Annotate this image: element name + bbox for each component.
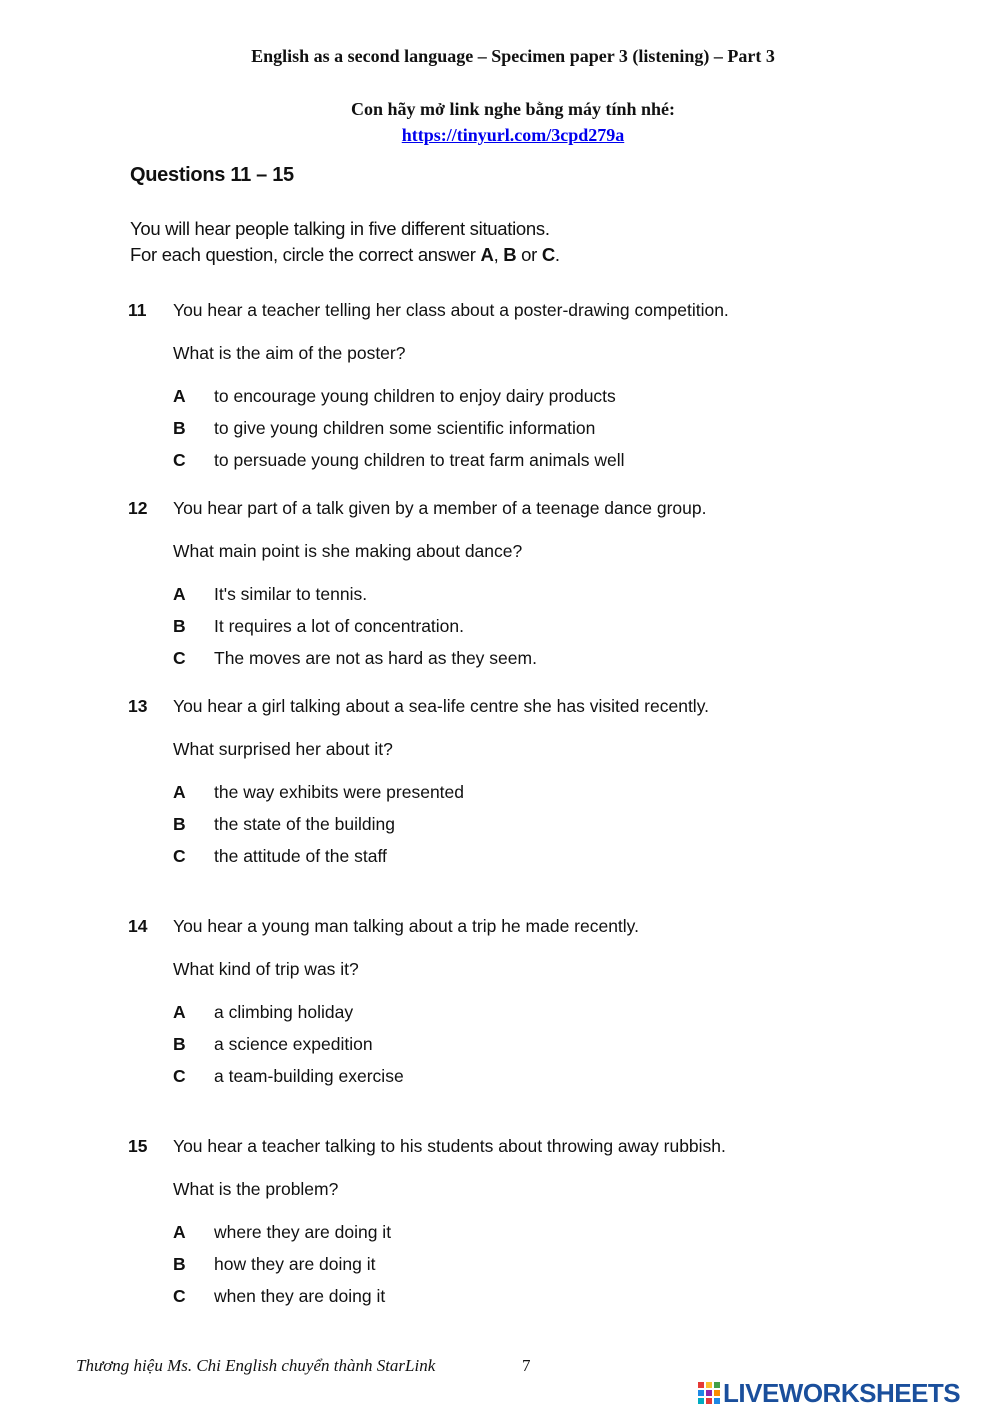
option-letter: C [173,1066,186,1086]
question-number: 14 [128,916,148,936]
option-text: It's similar to tennis. [214,584,368,604]
option-letter: B [173,418,186,438]
question-prompt: What main point is she making about dance? [173,541,523,561]
question-stem: You hear a teacher telling her class about a poster-drawing competition. [173,300,729,320]
option-text: a science expedition [214,1034,373,1054]
option-text: where they are doing it [214,1222,392,1242]
intro-line-1: You will hear people talking in five different situations. [130,218,550,239]
option-text: It requires a lot of concentration. [214,616,464,636]
footer-brand-note: Thương hiệu Ms. Chi English chuyển thành StarLink [76,1356,436,1375]
question-stem: You hear a girl talking about a sea-life centre she has visited recently. [173,696,710,716]
question-prompt: What is the problem? [173,1179,339,1199]
option-letter: B [173,814,186,834]
section-title: Questions 11 – 15 [130,164,294,186]
question-11 [128,300,888,470]
option-letter: C [173,648,186,668]
liveworksheets-wordmark: LIVEWORKSHEETS [723,1377,961,1408]
option-letter: B [173,616,186,636]
option-text: when they are doing it [214,1286,386,1306]
question-15 [128,1136,888,1306]
intro-line-2: For each question, circle the correct answer A, B or C. [130,244,560,265]
instruction-text: Con hãy mở link nghe bằng máy tính nhé: [350,99,676,119]
option-letter: B [173,1034,186,1054]
option-text: a climbing holiday [214,1002,354,1022]
listening-instruction [0,96,1000,148]
option-text: to give young children some scientific information [214,418,596,438]
question-prompt: What kind of trip was it? [173,959,359,979]
page-number: 7 [522,1356,531,1375]
option-letter: C [173,846,186,866]
option-letter: A [173,386,186,406]
option-letter: A [173,782,186,802]
option-text: how they are doing it [214,1254,376,1274]
question-number: 15 [128,1136,148,1156]
question-number: 12 [128,498,148,518]
option-text: to persuade young children to treat farm animals well [214,450,625,470]
question-prompt: What is the aim of the poster? [173,343,406,363]
liveworksheets-mark-icon [698,1382,720,1404]
question-13 [128,696,888,866]
option-text: to encourage young children to enjoy dairy products [214,386,616,406]
question-prompt: What surprised her about it? [173,739,393,759]
option-text: a team-building exercise [214,1066,404,1086]
option-text: The moves are not as hard as they seem. [214,648,537,668]
liveworksheets-logo [698,1378,960,1408]
question-number: 13 [128,696,148,716]
option-letter: C [173,450,186,470]
question-14 [128,916,888,1086]
option-text: the way exhibits were presented [214,782,464,802]
option-letter: A [173,1222,186,1242]
section-intro [130,216,560,268]
question-stem: You hear a young man talking about a trip he made recently. [173,916,639,936]
question-stem: You hear part of a talk given by a member of a teenage dance group. [173,498,707,518]
question-number: 11 [128,300,147,320]
question-stem: You hear a teacher talking to his students about throwing away rubbish. [173,1136,726,1156]
option-letter: C [173,1286,186,1306]
option-letter: A [173,1002,186,1022]
question-12 [128,498,888,668]
option-letter: A [173,584,186,604]
paper-title: English as a second language – Specimen paper 3 (listening) – Part 3 [251,46,775,66]
option-text: the attitude of the staff [214,846,387,866]
option-letter: B [173,1254,186,1274]
option-text: the state of the building [214,814,395,834]
audio-link[interactable]: https://tinyurl.com/3cpd279a [401,125,625,145]
